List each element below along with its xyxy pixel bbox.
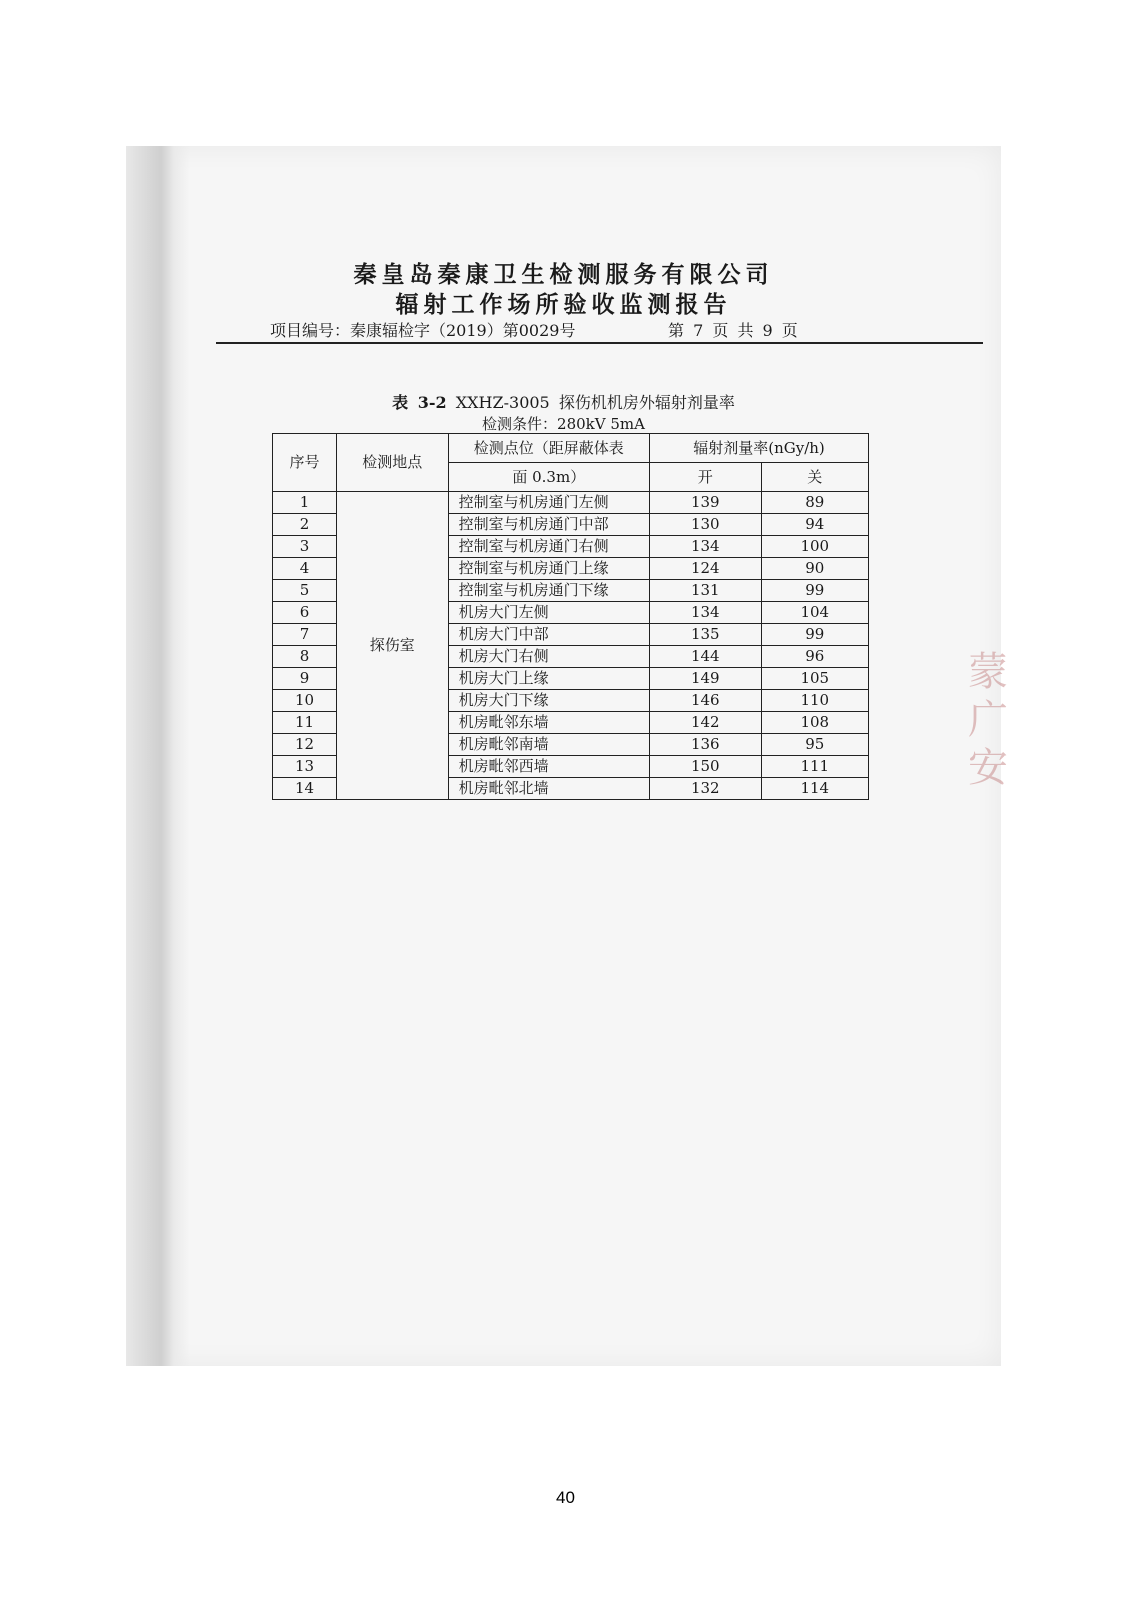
row-on-value: 149 — [649, 668, 761, 690]
row-on-value: 132 — [649, 778, 761, 800]
row-on-value: 150 — [649, 756, 761, 778]
row-on-value: 144 — [649, 646, 761, 668]
table-body — [273, 434, 869, 800]
row-point: 控制室与机房通门上缘 — [448, 558, 649, 580]
row-point: 控制室与机房通门下缘 — [448, 580, 649, 602]
header-rule — [216, 342, 983, 344]
row-no: 3 — [273, 536, 337, 558]
row-no: 9 — [273, 668, 337, 690]
row-no: 12 — [273, 734, 337, 756]
header-no: 序号 — [273, 434, 337, 492]
row-no: 7 — [273, 624, 337, 646]
row-off-value: 110 — [761, 690, 868, 712]
table-number: 表 3-2 — [392, 393, 447, 412]
header-rate: 辐射剂量率(nGy/h) — [649, 434, 868, 463]
row-no: 8 — [273, 646, 337, 668]
row-point: 机房大门右侧 — [448, 646, 649, 668]
header-row — [273, 434, 869, 463]
report-title: 辐射工作场所验收监测报告 — [395, 291, 732, 318]
row-off-value: 108 — [761, 712, 868, 734]
row-on-value: 134 — [649, 536, 761, 558]
row-on-value: 134 — [649, 602, 761, 624]
row-off-value: 100 — [761, 536, 868, 558]
row-on-value: 124 — [649, 558, 761, 580]
row-no: 10 — [273, 690, 337, 712]
header-site: 检测地点 — [337, 434, 449, 492]
row-off-value: 114 — [761, 778, 868, 800]
row-point: 机房毗邻北墙 — [448, 778, 649, 800]
row-point: 控制室与机房通门左侧 — [448, 492, 649, 514]
header-point-line1: 检测点位（距屏蔽体表 — [448, 434, 649, 463]
table-caption: XXHZ-3005 探伤机机房外辐射剂量率 — [455, 393, 735, 412]
row-on-value: 130 — [649, 514, 761, 536]
company-name: 秦皇岛秦康卫生检测服务有限公司 — [353, 261, 774, 288]
row-off-value: 104 — [761, 602, 868, 624]
row-no: 11 — [273, 712, 337, 734]
row-off-value: 89 — [761, 492, 868, 514]
project-number: 项目编号：秦康辐检字（2019）第0029号 — [270, 321, 576, 340]
row-off-value: 111 — [761, 756, 868, 778]
test-conditions: 检测条件：280kV 5mA — [482, 415, 645, 433]
row-no: 6 — [273, 602, 337, 624]
binding-shadow — [126, 146, 190, 1366]
row-no: 2 — [273, 514, 337, 536]
site-cell: 探伤室 — [337, 492, 449, 800]
dose-rate-table — [272, 433, 869, 800]
row-point: 机房大门上缘 — [448, 668, 649, 690]
row-on-value: 146 — [649, 690, 761, 712]
page-number: 40 — [556, 1488, 575, 1507]
row-point: 机房毗邻东墙 — [448, 712, 649, 734]
row-on-value: 136 — [649, 734, 761, 756]
row-no: 1 — [273, 492, 337, 514]
row-no: 4 — [273, 558, 337, 580]
page-info: 第 7 页 共 9 页 — [668, 321, 798, 340]
header-point-line2: 面 0.3m） — [448, 463, 649, 492]
row-on-value: 131 — [649, 580, 761, 602]
row-point: 机房毗邻南墙 — [448, 734, 649, 756]
row-point: 机房毗邻西墙 — [448, 756, 649, 778]
row-off-value: 90 — [761, 558, 868, 580]
header-off: 关 — [761, 463, 868, 492]
row-point: 机房大门下缘 — [448, 690, 649, 712]
row-no: 5 — [273, 580, 337, 602]
table-row — [273, 492, 869, 514]
row-off-value: 95 — [761, 734, 868, 756]
row-no: 14 — [273, 778, 337, 800]
row-off-value: 94 — [761, 514, 868, 536]
row-off-value: 105 — [761, 668, 868, 690]
row-on-value: 139 — [649, 492, 761, 514]
table-title — [126, 390, 1001, 413]
row-point: 机房大门左侧 — [448, 602, 649, 624]
red-seal-stamp: 蒙 广 安 — [968, 649, 1008, 791]
row-point: 控制室与机房通门中部 — [448, 514, 649, 536]
row-off-value: 99 — [761, 580, 868, 602]
row-point: 控制室与机房通门右侧 — [448, 536, 649, 558]
row-off-value: 96 — [761, 646, 868, 668]
row-off-value: 99 — [761, 624, 868, 646]
row-point: 机房大门中部 — [448, 624, 649, 646]
header-on: 开 — [649, 463, 761, 492]
row-no: 13 — [273, 756, 337, 778]
row-on-value: 142 — [649, 712, 761, 734]
row-on-value: 135 — [649, 624, 761, 646]
